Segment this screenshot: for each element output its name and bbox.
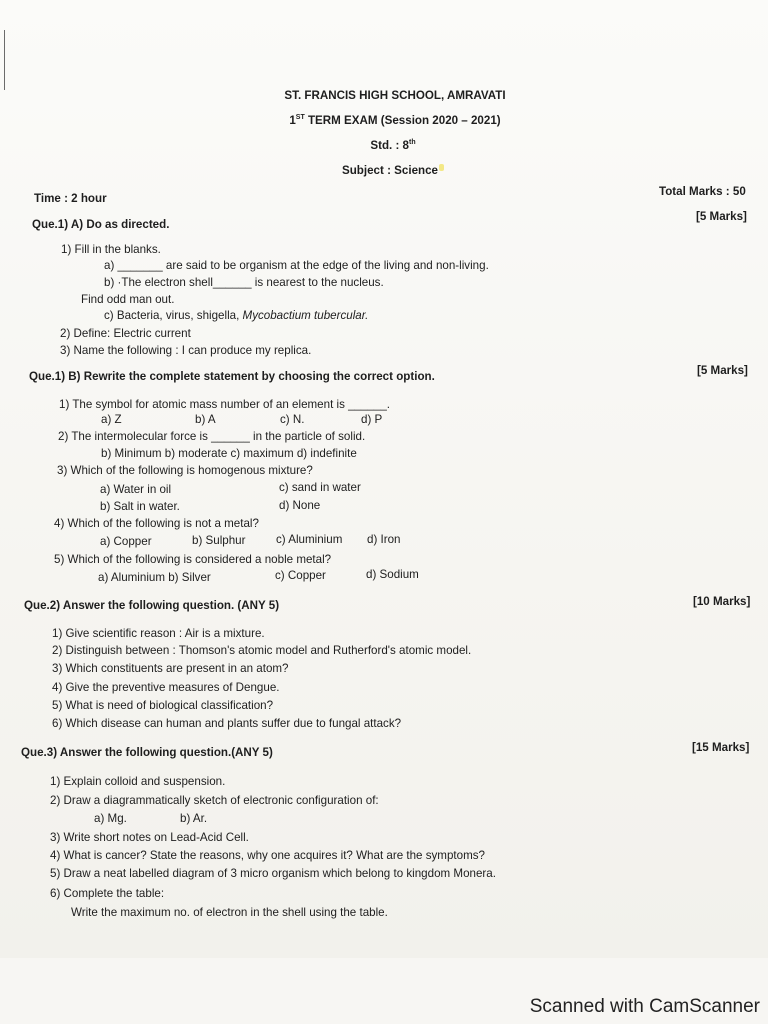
standard: Std. : 8th <box>370 139 416 152</box>
q2-marks: [10 Marks] <box>693 595 751 608</box>
q1a-line: a) _______ are said to be organism at the edge of the living and non-living. <box>104 259 489 272</box>
q1b-option: b) Sulphur <box>192 534 246 547</box>
subject: Subject : Science <box>341 164 438 177</box>
school-name: ST. FRANCIS HIGH SCHOOL, AMRAVATI <box>284 89 506 102</box>
q1b-option: b) Salt in water. <box>100 500 180 513</box>
total-marks: Total Marks : 50 <box>659 185 746 198</box>
q1b-option: d) Iron <box>367 533 401 546</box>
q2-line: 1) Give scientific reason : Air is a mixture. <box>52 627 265 640</box>
camscanner-watermark: Scanned with CamScanner <box>529 996 760 1017</box>
q1b-option: a) Water in oil <box>100 483 172 496</box>
q2-line: 5) What is need of biological classification? <box>52 699 274 712</box>
q2-line: 3) Which constituents are present in an atom? <box>52 662 289 675</box>
q1a-line: c) Bacteria, virus, shigella, Mycobactium tubercular. <box>104 309 369 322</box>
q1b-option: a) Aluminium b) Silver <box>98 571 211 584</box>
time-allowed: Time : 2 hour <box>34 192 107 205</box>
scan-edge-mark <box>4 30 5 90</box>
q1b-option: c) Aluminium <box>276 533 343 546</box>
q1b-option: a) Z <box>101 413 122 426</box>
q3-line: 4) What is cancer? State the reasons, why one acquires it? What are the symptoms? <box>50 849 485 862</box>
q1b-line: 1) The symbol for atomic mass number of an element is ______. <box>59 398 391 411</box>
q1a-line: b) ·The electron shell______ is nearest to the nucleus. <box>104 276 384 289</box>
q1a-line: 3) Name the following : I can produce my replica. <box>60 344 312 357</box>
q1b-option: d) Sodium <box>366 568 419 581</box>
q1a-line: Find odd man out. <box>81 293 175 306</box>
highlighter-mark <box>439 164 444 171</box>
q1a-line: 1) Fill in the blanks. <box>61 243 161 256</box>
q3-line: 2) Draw a diagrammatically sketch of electronic configuration of: <box>50 794 379 807</box>
q1b-option: c) Copper <box>275 569 326 582</box>
q1b-line: 4) Which of the following is not a metal? <box>54 517 259 530</box>
q1a-line: 2) Define: Electric current <box>60 327 191 340</box>
q1b-title: Que.1) B) Rewrite the complete statement by choosing the correct option. <box>29 370 435 383</box>
q1b-line: 5) Which of the following is considered a noble metal? <box>54 553 332 566</box>
q3-option: a) Mg. <box>94 812 127 825</box>
q2-line: 2) Distinguish between : Thomson's atomic model and Rutherford's atomic model. <box>52 644 472 657</box>
q3-marks: [15 Marks] <box>692 741 750 754</box>
exam-title: 1ST TERM EXAM (Session 2020 – 2021) <box>289 114 501 127</box>
q1a-marks: [5 Marks] <box>696 210 747 223</box>
q1a-title: Que.1) A) Do as directed. <box>32 218 170 231</box>
q3-option: b) Ar. <box>180 812 208 825</box>
q1b-option: b) Minimum b) moderate c) maximum d) indefinite <box>101 447 357 460</box>
q1b-option: d) None <box>279 499 321 512</box>
q3-line: 1) Explain colloid and suspension. <box>50 775 226 788</box>
q1b-option: c) sand in water <box>279 481 361 494</box>
q1b-option: b) A <box>195 413 216 426</box>
q3-line: 5) Draw a neat labelled diagram of 3 micro organism which belong to kingdom Monera. <box>50 867 496 880</box>
q1b-line: 2) The intermolecular force is ______ in the particle of solid. <box>58 430 366 443</box>
q3-line: 6) Complete the table: <box>50 887 165 900</box>
q1b-option: d) P <box>361 413 383 426</box>
q2-line: 6) Which disease can human and plants suffer due to fungal attack? <box>52 717 402 730</box>
q1b-option: a) Copper <box>100 535 152 548</box>
q1b-option: c) N. <box>280 413 305 426</box>
q1b-marks: [5 Marks] <box>697 364 748 377</box>
q1b-line: 3) Which of the following is homogenous mixture? <box>57 464 313 477</box>
q3-line: 3) Write short notes on Lead-Acid Cell. <box>50 831 249 844</box>
q2-title: Que.2) Answer the following question. (ANY 5) <box>24 599 280 612</box>
q2-line: 4) Give the preventive measures of Dengue. <box>52 681 280 694</box>
q3-title: Que.3) Answer the following question.(ANY 5) <box>21 746 273 759</box>
q3-line: Write the maximum no. of electron in the shell using the table. <box>71 906 388 919</box>
